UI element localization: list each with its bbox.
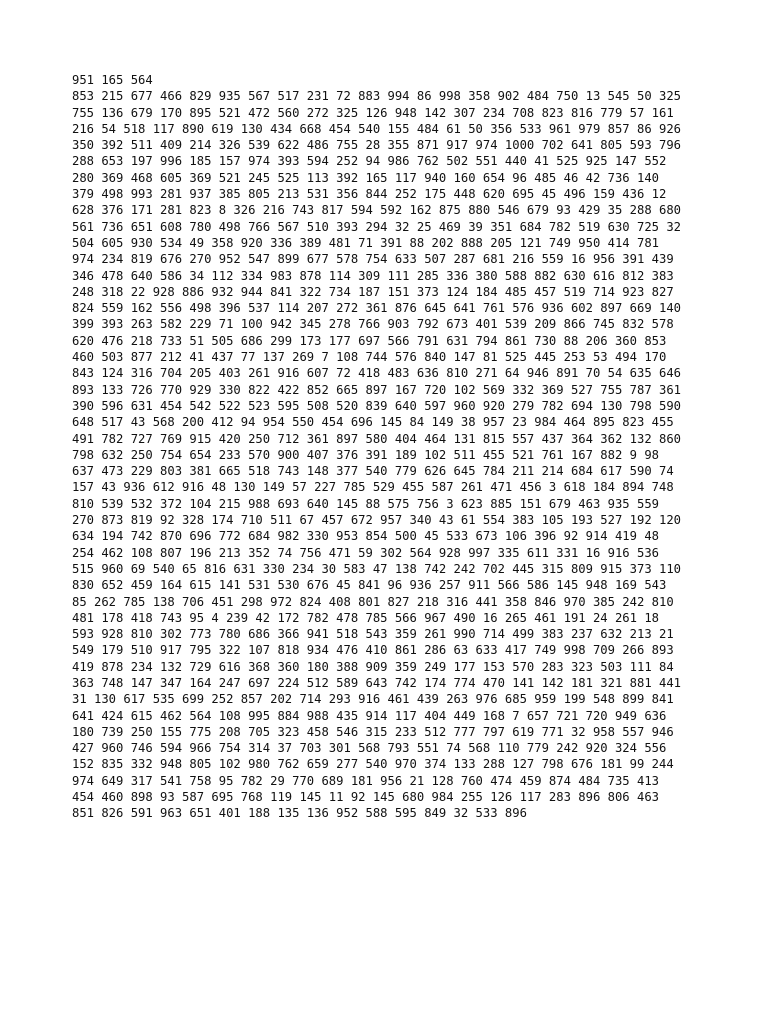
- text-line: 561 736 651 608 780 498 766 567 510 393 294 32 25 469 39 351 684 782 519 630 725 32: [72, 219, 682, 234]
- text-line: 810 539 532 372 104 215 988 693 640 145 88 575 756 3 623 885 151 679 463 935 559: [72, 496, 659, 511]
- text-line: 641 424 615 462 564 108 995 884 988 435 914 117 404 449 168 7 657 721 720 949 636: [72, 708, 667, 723]
- text-line: 951 165 564: [72, 73, 153, 87]
- text-line: 549 179 510 917 795 322 107 818 934 476 410 861 286 63 633 417 749 998 709 266 893: [72, 643, 674, 658]
- text-line: 851 826 591 963 651 401 188 135 136 952 588 595 849 32 533 896: [72, 806, 527, 821]
- text-line: 755 136 679 170 895 521 472 560 272 325 126 948 142 307 234 708 823 816 779 57 161: [72, 105, 674, 120]
- text-line: 634 194 742 870 696 772 684 982 330 953 854 500 45 533 673 106 396 92 914 419 48: [72, 529, 659, 544]
- text-line: 628 376 171 281 823 8 326 216 743 817 594 592 162 875 880 546 679 93 429 35 288 680: [72, 203, 682, 218]
- text-line: 427 960 746 594 966 754 314 37 703 301 568 793 551 74 568 110 779 242 920 324 556: [72, 741, 667, 756]
- text-line: 346 478 640 586 34 112 334 983 878 114 309 111 285 336 380 588 882 630 616 812 383: [72, 268, 674, 283]
- text-line: 379 498 993 281 937 385 805 213 531 356 844 252 175 448 620 695 45 496 159 436 12: [72, 187, 667, 202]
- text-line: 515 960 69 540 65 816 631 330 234 30 583 47 138 742 242 702 445 315 809 915 373 110: [72, 561, 682, 576]
- text-line: 419 878 234 132 729 616 368 360 180 388 909 359 249 177 153 570 283 323 503 111 84: [72, 659, 674, 674]
- text-line: 974 649 317 541 758 95 782 29 770 689 181 956 21 128 760 474 459 874 484 735 413: [72, 773, 659, 788]
- text-line: 843 124 316 704 205 403 261 916 607 72 418 483 636 810 271 64 946 891 70 54 635 646: [72, 366, 682, 381]
- text-line: 648 517 43 568 200 412 94 954 550 454 696 145 84 149 38 957 23 984 464 895 823 455: [72, 415, 674, 430]
- text-line: 350 392 511 409 214 326 539 622 486 755 28 355 871 917 974 1000 702 641 805 593 796: [72, 138, 682, 153]
- text-line: 504 605 930 534 49 358 920 336 389 481 71 391 88 202 888 205 121 749 950 414 781: [72, 235, 659, 250]
- text-line: 216 54 518 117 890 619 130 434 668 454 540 155 484 61 50 356 533 961 979 857 86 926: [72, 121, 682, 136]
- text-line: 593 928 810 302 773 780 686 366 941 518 543 359 261 990 714 499 383 237 632 213 21: [72, 627, 674, 642]
- text-line: 454 460 898 93 587 695 768 119 145 11 92 145 680 984 255 126 117 283 896 806 463: [72, 790, 659, 805]
- text-line: 85 262 785 138 706 451 298 972 824 408 801 827 218 316 441 358 846 970 385 242 810: [72, 594, 674, 609]
- text-line: 399 393 263 582 229 71 100 942 345 278 766 903 792 673 401 539 209 866 745 832 578: [72, 317, 674, 332]
- text-line: 157 43 936 612 916 48 130 149 57 227 785 529 455 587 261 471 456 3 618 184 894 748: [72, 480, 674, 495]
- text-line: 180 739 250 155 775 208 705 323 458 546 315 233 512 777 797 619 771 32 958 557 946: [72, 724, 674, 739]
- text-line: 893 133 726 770 929 330 822 422 852 665 897 167 720 102 569 332 369 527 755 787 361: [72, 382, 682, 397]
- number-list: [72, 72, 712, 822]
- text-line: 637 473 229 803 381 665 518 743 148 377 540 779 626 645 784 211 214 684 617 590 74: [72, 464, 674, 479]
- text-line: 248 318 22 928 886 932 944 841 322 734 187 151 373 124 184 485 457 519 714 923 827: [72, 284, 674, 299]
- text-line: 830 652 459 164 615 141 531 530 676 45 841 96 936 257 911 566 586 145 948 169 543: [72, 578, 667, 593]
- text-line: 491 782 727 769 915 420 250 712 361 897 580 404 464 131 815 557 437 364 362 132 860: [72, 431, 682, 446]
- text-line: 254 462 108 807 196 213 352 74 756 471 59 302 564 928 997 335 611 331 16 916 536: [72, 545, 659, 560]
- text-line: 974 234 819 676 270 952 547 899 677 578 754 633 507 287 681 216 559 16 956 391 439: [72, 252, 674, 267]
- text-line: 390 596 631 454 542 522 523 595 508 520 839 640 597 960 920 279 782 694 130 798 590: [72, 398, 682, 413]
- text-line: 481 178 418 743 95 4 239 42 172 782 478 785 566 967 490 16 265 461 191 24 261 18: [72, 610, 659, 625]
- text-line: 31 130 617 535 699 252 857 202 714 293 916 461 439 263 976 685 959 199 548 899 841: [72, 692, 674, 707]
- text-line: 460 503 877 212 41 437 77 137 269 7 108 744 576 840 147 81 525 445 253 53 494 170: [72, 350, 667, 365]
- text-line: 824 559 162 556 498 396 537 114 207 272 361 876 645 641 761 576 936 602 897 669 140: [72, 301, 682, 316]
- text-line: 363 748 147 347 164 247 697 224 512 589 643 742 174 774 470 141 142 181 321 881 441: [72, 675, 682, 690]
- text-line: 270 873 819 92 328 174 710 511 67 457 672 957 340 43 61 554 383 105 193 527 192 120: [72, 513, 682, 528]
- text-line: 620 476 218 733 51 505 686 299 173 177 697 566 791 631 794 861 730 88 206 360 853: [72, 333, 667, 348]
- text-line: 853 215 677 466 829 935 567 517 231 72 883 994 86 998 358 902 484 750 13 545 50 325: [72, 89, 682, 104]
- text-line: 798 632 250 754 654 233 570 900 407 376 391 189 102 511 455 521 761 167 882 9 98: [72, 447, 659, 462]
- text-line: 152 835 332 948 805 102 980 762 659 277 540 970 374 133 288 127 798 676 181 99 244: [72, 757, 674, 772]
- text-line: 280 369 468 605 369 521 245 525 113 392 165 117 940 160 654 96 485 46 42 736 140: [72, 170, 659, 185]
- text-line: 288 653 197 996 185 157 974 393 594 252 94 986 762 502 551 440 41 525 925 147 552: [72, 154, 667, 169]
